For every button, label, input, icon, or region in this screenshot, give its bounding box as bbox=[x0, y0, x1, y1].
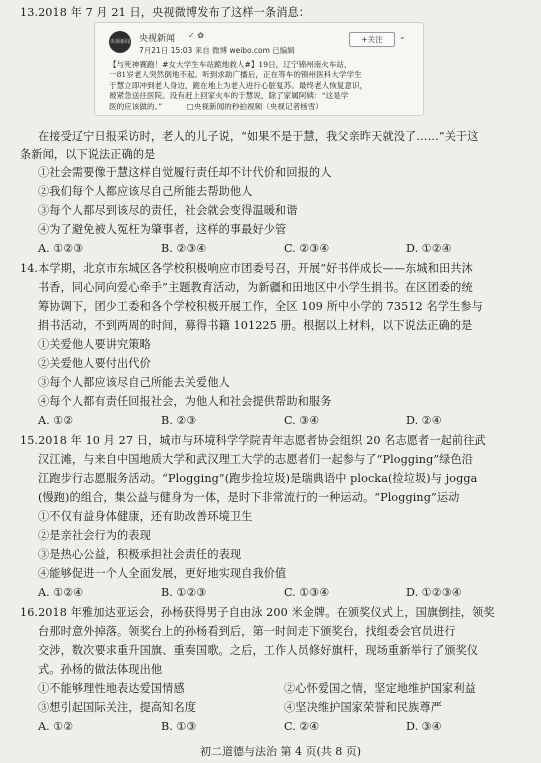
q14-item: ②关爱他人要付出代价 bbox=[38, 357, 151, 370]
q14-option-c[interactable]: C. ③④ bbox=[284, 414, 320, 427]
q15-item: ②是亲社会行为的表现 bbox=[38, 529, 151, 542]
weibo-body-line: 被紧急送往医院。没有赶上回家火车的于慧说，除了家属阿姨：“这是学 bbox=[109, 91, 349, 101]
q15-stem: (慢跑)的组合，集公益与健身为一体，是时下非常流行的一种运动。“Plogging”运动 bbox=[38, 491, 460, 504]
weibo-body-line: 【与死神赛跑！#女大学生车站跪地救人#】19日，辽宁锦州南火车站， bbox=[109, 60, 352, 69]
q14-option-d[interactable]: D. ②④ bbox=[406, 414, 442, 427]
q13-option-d[interactable]: D. ①②④ bbox=[406, 242, 452, 255]
q13-continuation: 条新闻，以下说法正确的是 bbox=[20, 148, 156, 161]
q14-item: ①关爱他人要讲究策略 bbox=[38, 338, 151, 351]
q15-item: ③是热心公益，积极承担社会责任的表现 bbox=[38, 548, 242, 561]
q16-item: ④坚决维护国家荣誉和民族尊严 bbox=[284, 701, 443, 714]
q15-stem: 江跑步行志愿服务活动。“Plogging”(跑步捡垃圾)是瑞典语中 plocka(捡垃圾)与 jogga bbox=[38, 472, 478, 485]
q13-item: ③每个人都尽到该尽的责任，社会就会变得温暖和谐 bbox=[38, 204, 298, 217]
q13-item: ②我们每个人都应该尽自己所能去帮助他人 bbox=[38, 185, 253, 198]
weibo-body-line: 一81岁老人突然倒地不起。听到求助广播后，正在等车的锦州医科大学学生 bbox=[109, 70, 362, 80]
verified-icon: ✓ ✿ bbox=[188, 31, 204, 40]
q15-stem: 15.2018 年 10 月 27 日，城市与环境科学学院青年志愿者协会组织 20 名志愿者一起前往武 bbox=[20, 434, 486, 447]
weibo-post-meta: 7月21日 15:03 来自 微博 weibo.com 已编辑 bbox=[139, 46, 295, 55]
q14-stem: 书香，同心同向爱心牵手”主题教育活动，为新疆和田地区中小学生捐书。在区团委的统 bbox=[38, 281, 473, 294]
weibo-body-line bbox=[109, 102, 417, 112]
weibo-avatar: 央视新闻 bbox=[109, 31, 131, 53]
q13-option-a[interactable]: A. ①②③ bbox=[38, 242, 84, 255]
q16-stem: 台那时意外掉落。领奖台上的孙杨看到后，第一时间走下颁奖台，找组委会官员进行 bbox=[38, 625, 456, 638]
q15-item: ①不仅有益身体健康，还有助改善环境卫生 bbox=[38, 510, 253, 523]
weibo-video-link[interactable]: □央视新闻的秒拍视频（央视记者杨雪） bbox=[186, 101, 323, 111]
q14-option-b[interactable]: B. ②③ bbox=[161, 414, 197, 427]
q16-stem: 16.2018 年雅加达亚运会，孙杨获得男子自由泳 200 米金牌。在颁奖仪式上，国旗倒挂，领奖 bbox=[20, 606, 495, 619]
q14-stem: 捐书活动，不到两周的时间，募得书籍 101225 册。根据以上材料，以下说法正确的是 bbox=[38, 319, 473, 332]
q13-item: ①社会需要像于慧这样自觉履行责任却不计代价和回报的人 bbox=[38, 166, 332, 179]
q13-item: ④为了避免被人冤枉为肇事者，这样的事最好少管 bbox=[38, 223, 287, 236]
q16-item: ③想引起国际关注，提高知名度 bbox=[38, 701, 197, 714]
q13-continuation: 在接受辽宁日报采访时，老人的儿子说，“如果不是于慧，我父亲昨天就没了……”关于这 bbox=[38, 130, 479, 143]
weibo-body-line: 于慧立即冲到老人身边，跪在地上为老人进行心脏复苏。最终老人恢复意识， bbox=[109, 80, 368, 90]
weibo-post-card bbox=[94, 22, 424, 116]
page-footer: 初二道德与法治 第 4 页(共 8 页) bbox=[200, 745, 362, 758]
q15-item: ④能够促进一个人全面发展，更好地实现自我价值 bbox=[38, 567, 287, 580]
q14-item: ④每个人都有责任回报社会，为他人和社会提供帮助和服务 bbox=[38, 395, 332, 408]
q16-item: ①不能够理性地表达爱国情感 bbox=[38, 682, 185, 695]
q16-stem: 交涉，数次要求重升国旗、重奏国歌。之后，工作人员修好旗杆，现场重新举行了颁奖仪 bbox=[38, 644, 479, 657]
q16-option-d[interactable]: D. ③④ bbox=[406, 720, 442, 733]
q14-option-a[interactable]: A. ①② bbox=[38, 414, 74, 427]
weibo-account-name[interactable]: 央视新闻 bbox=[139, 34, 176, 44]
q16-option-c[interactable]: C. ②④ bbox=[284, 720, 320, 733]
q15-stem: 汉江滩，与来自中国地质大学和武汉理工大学的志愿者们一起参与了“Plogging”绿色沿 bbox=[38, 453, 474, 466]
q14-stem: 筹协调下，团少工委和各个学校积极开展工作，全区 109 所中小学的 73512 名学生参与 bbox=[38, 300, 483, 313]
weibo-body-line-end: 医的应该做的。” bbox=[109, 101, 163, 111]
q15-option-d[interactable]: D. ①②③④ bbox=[406, 586, 462, 599]
q13-stem: 13.2018 年 7 月 21 日，央视微博发布了这样一条消息： bbox=[20, 6, 311, 19]
q15-option-c[interactable]: C. ①③④ bbox=[284, 586, 330, 599]
q16-item: ②心怀爱国之情，坚定地维护国家利益 bbox=[284, 682, 476, 695]
q16-stem: 式。孙杨的做法体现出他 bbox=[38, 663, 163, 676]
q13-option-b[interactable]: B. ②③④ bbox=[161, 242, 207, 255]
q15-option-a[interactable]: A. ①②④ bbox=[38, 586, 84, 599]
follow-button[interactable]: +关注 bbox=[349, 32, 395, 47]
q13-option-c[interactable]: C. ②③④ bbox=[284, 242, 330, 255]
q16-option-b[interactable]: B. ①③ bbox=[161, 720, 197, 733]
q16-option-a[interactable]: A. ①② bbox=[38, 720, 74, 733]
q14-item: ③每个人都应该尽自己所能去关爱他人 bbox=[38, 376, 230, 389]
q15-option-b[interactable]: B. ①②③ bbox=[161, 586, 207, 599]
chevron-down-icon[interactable]: ⌄ bbox=[399, 32, 406, 41]
weibo-post-body bbox=[109, 60, 417, 112]
q14-stem: 14.本学期，北京市东城区各学校积极响应市团委号召，开展“好书伴成长——东城和田共沐 bbox=[20, 262, 473, 275]
